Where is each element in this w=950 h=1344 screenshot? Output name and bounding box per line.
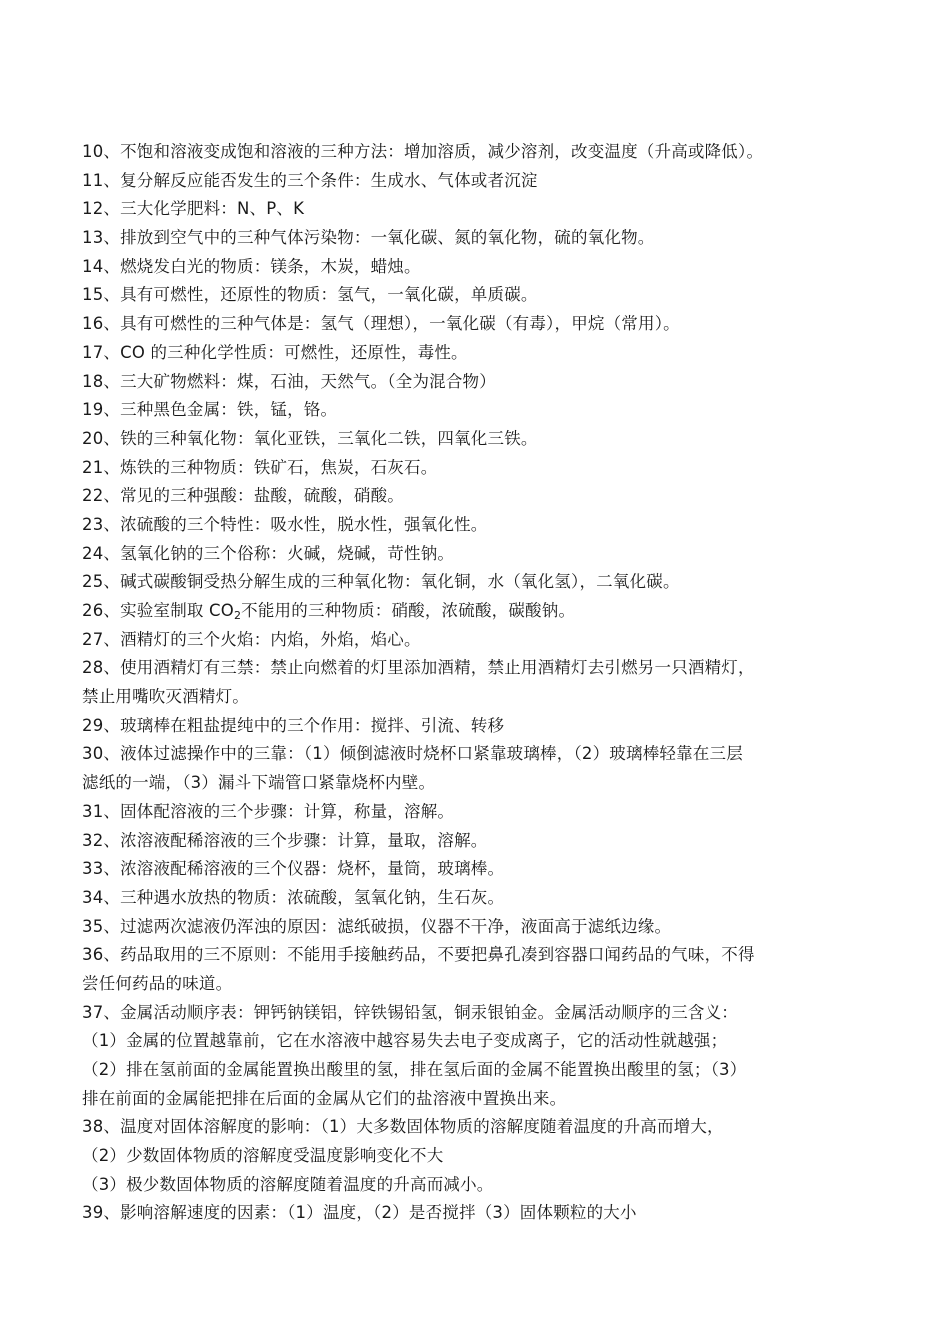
text-line: 禁止用嘴吹灭酒精灯。 (82, 687, 249, 707)
text-line: 34、三种遇水放热的物质：浓硫酸，氢氧化钠，生石灰。 (82, 887, 505, 907)
text-line: 33、浓溶液配稀溶液的三个仪器：烧杯，量筒，玻璃棒。 (82, 859, 505, 879)
text-line: （2）少数固体物质的溶解度受温度影响变化不大 (82, 1146, 444, 1166)
text-line: 37、金属活动顺序表：钾钙钠镁铝，锌铁锡铅氢，铜汞银铂金。金属活动顺序的三含义： (82, 1002, 738, 1022)
text-line: 19、三种黑色金属：铁，锰，铬。 (82, 400, 338, 420)
text-line: 39、影响溶解速度的因素：（1）温度，（2）是否搅拌（3）固体颗粒的大小 (82, 1203, 637, 1223)
text-line: 32、浓溶液配稀溶液的三个步骤：计算，量取，溶解。 (82, 830, 488, 850)
text-line: （1）金属的位置越靠前，它在水溶液中越容易失去电子变成离子，它的活动性就越强； (82, 1031, 728, 1051)
co2-subscript: 2 (233, 609, 242, 622)
text-line: 24、氢氧化钠的三个俗称：火碱，烧碱，苛性钠。 (82, 543, 455, 563)
text-line: 滤纸的一端，（3）漏斗下端管口紧靠烧杯内壁。 (82, 773, 436, 793)
text-line: 29、玻璃棒在粗盐提纯中的三个作用：搅拌、引流、转移 (82, 715, 505, 735)
text-line: 14、燃烧发白光的物质：镁条，木炭，蜡烛。 (82, 256, 421, 276)
text-line: 27、酒精灯的三个火焰：内焰，外焰，焰心。 (82, 629, 421, 649)
text-line: 尝任何药品的味道。 (82, 973, 233, 993)
text-line: 18、三大矿物燃料：煤，石油，天然气。（全为混合物） (82, 371, 496, 391)
text-line: 35、过滤两次滤液仍浑浊的原因：滤纸破损，仪器不干净，液面高于滤纸边缘。 (82, 916, 672, 936)
text-line: 16、具有可燃性的三种气体是：氢气（理想），一氧化碳（有毒），甲烷（常用）。 (82, 314, 680, 334)
text-line: 12、三大化学肥料：N、P、K (82, 199, 305, 219)
text-line: 13、排放到空气中的三种气体污染物：一氧化碳、氮的氧化物，硫的氧化物。 (82, 228, 655, 248)
line-26-tail: 不能用的三种物质：硝酸，浓硫酸，碳酸钠。 (241, 601, 576, 620)
text-line: 36、药品取用的三不原则：不能用手接触药品，不要把鼻孔凑到容器口闻药品的气味，不得 (82, 945, 755, 965)
line-26-head: 26、实验室制取 CO (82, 601, 234, 620)
text-line: 38、温度对固体溶解度的影响：（1）大多数固体物质的溶解度随着温度的升高而增大， (82, 1117, 724, 1137)
text-line: 17、CO 的三种化学性质：可燃性，还原性，毒性。 (82, 342, 468, 362)
text-line: （2）排在氢前面的金属能置换出酸里的氢，排在氢后面的金属不能置换出酸里的氢；（3） (82, 1060, 747, 1079)
text-line: 21、炼铁的三种物质：铁矿石，焦炭，石灰石。 (82, 457, 438, 477)
text-line: 31、固体配溶液的三个步骤：计算，称量，溶解。 (82, 801, 455, 821)
text-line: 20、铁的三种氧化物：氧化亚铁，三氧化二铁，四氧化三铁。 (82, 428, 538, 448)
text-line: 22、常见的三种强酸：盐酸，硫酸，硝酸。 (82, 486, 404, 506)
text-line-co2 (82, 597, 882, 626)
text-line: 15、具有可燃性，还原性的物质：氢气，一氧化碳，单质碳。 (82, 285, 538, 305)
text-line: 11、复分解反应能否发生的三个条件：生成水、气体或者沉淀 (82, 170, 538, 190)
text-line: 10、不饱和溶液变成饱和溶液的三种方法：增加溶质，减少溶剂，改变温度（升高或降低）。 (82, 142, 764, 161)
text-line: 排在前面的金属能把排在后面的金属从它们的盐溶液中置换出来。 (82, 1088, 567, 1108)
text-line: 25、碱式碳酸铜受热分解生成的三种氧化物：氧化铜，水（氧化氢），二氧化碳。 (82, 572, 680, 592)
text-line: （3）极少数固体物质的溶解度随着温度的升高而减小。 (82, 1174, 494, 1194)
text-line: 30、液体过滤操作中的三靠：（1）倾倒滤液时烧杯口紧靠玻璃棒，（2）玻璃棒轻靠在三层 (82, 744, 743, 764)
document-body (82, 138, 882, 1228)
text-line: 23、浓硫酸的三个特性：吸水性，脱水性，强氧化性。 (82, 514, 488, 534)
text-line: 28、使用酒精灯有三禁：禁止向燃着的灯里添加酒精，禁止用酒精灯去引燃另一只酒精灯， (82, 658, 755, 678)
